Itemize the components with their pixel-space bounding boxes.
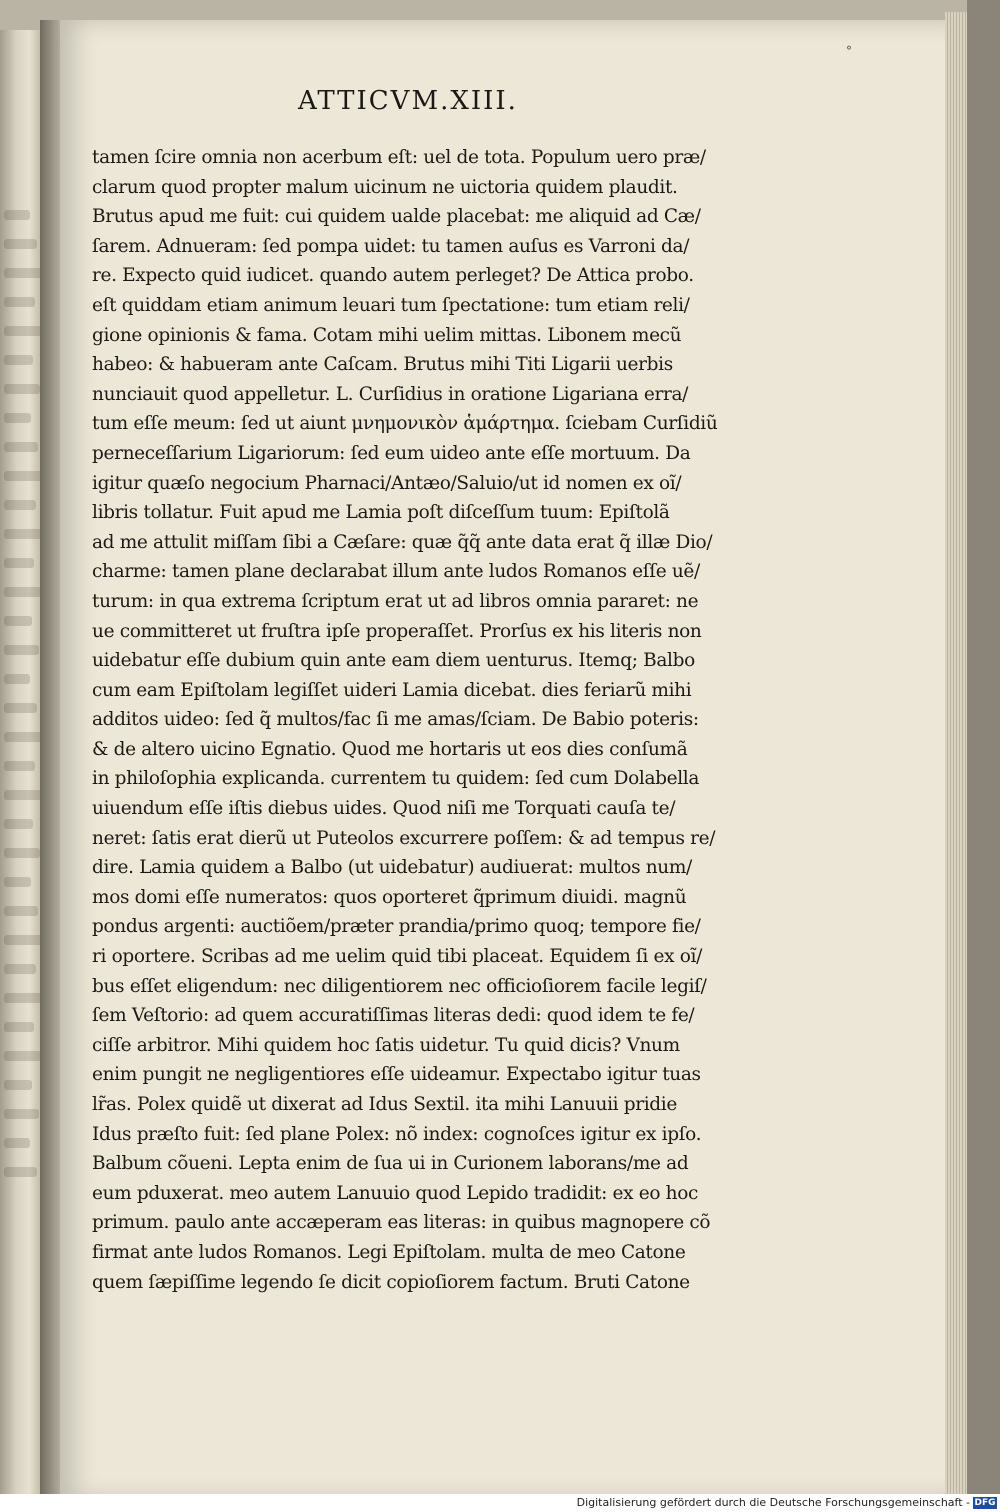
text-line: charme: tamen plane declarabat illum ante ludos Romanos eſſe uẽ/ — [92, 561, 700, 583]
ghost-text-line — [4, 297, 35, 307]
text-line: uiuendum eſſe iſtis diebus uides. Quod niſi me Torquati cauſa te/ — [92, 798, 676, 820]
text-line: eum pduxerat. meo autem Lanuuio quod Lepido tradidit: ex eo hoc — [92, 1182, 699, 1204]
text-line: ue committeret ut fruſtra ipſe properaſſet. Prorſus ex his literis non — [92, 620, 702, 642]
ghost-text-line — [4, 355, 33, 365]
text-line: neret: ſatis erat dierũ ut Puteolos excurrere poſſem: & ad tempus re/ — [92, 827, 716, 849]
text-line: Brutus apud me fuit: cui quidem ualde placebat: me aliquid ad Cæ/ — [92, 206, 701, 228]
text-line: enim pungit ne negligentiores eſſe uideamur. Expectabo igitur tuas — [92, 1064, 701, 1086]
ghost-text-line — [4, 1051, 41, 1061]
text-line: firmat ante ludos Romanos. Legi Epiſtolam. multa de meo Catone — [92, 1241, 686, 1263]
text-line: primum. paulo ante accæperam eas literas: in quibus magnopere cõ — [92, 1212, 711, 1234]
ghost-text-line — [4, 1022, 34, 1032]
ghost-text-line — [4, 239, 37, 249]
text-line: dire. Lamia quidem a Balbo (ut uidebatur) audiuerat: multos num/ — [92, 857, 692, 879]
text-line: ad me attulit miſſam ſibi a Cæſare: quæ q̃q̃ ante data erat q̃ illæ Dio/ — [92, 531, 713, 553]
ghost-text-line — [4, 906, 38, 916]
text-line: Balbum cõueni. Lepta enim de ſua ui in Curionem laborans/me ad — [92, 1153, 689, 1175]
ghost-text-line — [4, 1167, 37, 1177]
text-line: bus eſſet eligendum: nec diligentiorem nec officioſiorem facile legiſ/ — [92, 975, 707, 997]
text-line: igitur quæſo negocium Pharnaci/Antæo/Saluio/ut id nomen ex oĩ/ — [92, 472, 682, 494]
ghost-text-line — [4, 790, 42, 800]
text-line: mos domi eſſe numeratos: quos oporteret q̃primum diuidi. magnũ — [92, 886, 687, 908]
text-line: nunciauit quod appelletur. L. Curſidius in oratione Ligariana erra/ — [92, 383, 689, 405]
text-line: lr̃as. Polex quidẽ ut dixerat ad Idus Sextil. ita mihi Lanuuii pridie — [92, 1094, 677, 1115]
text-line: & de altero uicino Egnatio. Quod me hortaris ut eos dies conſumã — [92, 738, 688, 760]
dfg-logo: DFG — [974, 1498, 996, 1508]
ghost-text-line — [4, 935, 42, 945]
text-line: ſem Veſtorio: ad quem accuratiſſimas literas dedi: quod idem te fe/ — [92, 1005, 695, 1027]
footer-bar — [0, 1494, 1000, 1512]
ghost-text-line — [4, 471, 42, 481]
ghost-text-line — [4, 732, 42, 742]
page-title: ATTICVM.XIII. — [298, 86, 518, 116]
ghost-text-line — [4, 848, 40, 858]
ghost-text-line — [4, 442, 38, 452]
ghost-text-line — [4, 703, 37, 713]
ghost-text-line — [4, 413, 31, 423]
scan-background-right — [967, 0, 1000, 1512]
ghost-text-line — [4, 877, 31, 887]
text-line: re. Expecto quid iudicet. quando autem perleget? De Attica probo. — [92, 265, 694, 287]
text-line: cum eam Epiſtolam legiſſet uideri Lamia dicebat. dies feriarũ mihi — [92, 679, 692, 701]
text-line: ciſſe arbitror. Mihi quidem hoc ſatis uidetur. Tu quid dicis? Vnum — [92, 1034, 680, 1056]
text-line: eſt quiddam etiam animum leuari tum ſpectatione: tum etiam reli/ — [92, 294, 690, 316]
ghost-text-line — [4, 210, 30, 220]
ghost-text-line — [4, 1109, 39, 1119]
ghost-text-line — [4, 500, 36, 510]
text-line: gione opinionis & fama. Cotam mihi uelim mittas. Libonem mecũ — [92, 324, 682, 346]
ghost-text-line — [4, 964, 36, 974]
ghost-text-line — [4, 993, 42, 1003]
ghost-text-line — [4, 645, 39, 655]
ghost-text-line — [4, 326, 42, 336]
ghost-text-line — [4, 616, 32, 626]
left-page-edge — [0, 30, 42, 1500]
text-block — [92, 143, 852, 1297]
text-line: ſarem. Adnueram: ſed pompa uidet: tu tamen auſus es Varroni da/ — [92, 235, 690, 257]
ghost-text-line — [4, 587, 41, 597]
ghost-text-line — [4, 1080, 32, 1090]
text-line: in philoſophia explicanda. currentem tu quidem: ſed cum Dolabella — [92, 768, 700, 790]
footer-credit: Digitalisierung gefördert durch die Deutsche Forschungsgemeinschaft - — [576, 1496, 970, 1509]
text-line: additos uideo: ſed q̃ multos/fac ſi me amas/ſciam. De Babio poteris: — [92, 709, 699, 731]
text-line: pondus argenti: auctiõem/præter prandia/primo quoq; tempore fie/ — [92, 916, 701, 938]
ghost-text-line — [4, 529, 42, 539]
page-fore-edge — [945, 12, 967, 1502]
text-line: quem ſæpiſſime legendo ſe dicit copioſiorem factum. Bruti Catone — [92, 1271, 690, 1293]
text-line: clarum quod propter malum uicinum ne uictoria quidem plaudit. — [92, 176, 678, 198]
text-line: Idus præſto fuit: ſed plane Polex: nõ index: cognoſces igitur ex ipſo. — [92, 1123, 702, 1145]
ghost-text-line — [4, 1138, 30, 1148]
ghost-text-line — [4, 819, 33, 829]
text-line: perneceſſarium Ligariorum: ſed eum uideo ante eſſe mortuum. Da — [92, 442, 691, 464]
text-line: turum: in qua extrema ſcriptum erat ut ad libros omnia pararet: ne — [92, 590, 699, 612]
ghost-text-line — [4, 558, 34, 568]
text-line: libris tollatur. Fuit apud me Lamia poſt diſceſſum tuum: Epiſtolã — [92, 502, 670, 524]
text-line: tum eſſe meum: ſed ut aiunt μνημονικὸν ἁμάρτημα. ſciebam Curſidiũ — [92, 413, 718, 435]
text-line: tamen ſcire omnia non acerbum eſt: uel de tota. Populum uero præ/ — [92, 147, 706, 168]
ghost-text-line — [4, 384, 40, 394]
text-line: ri oportere. Scribas ad me uelim quid tibi placeat. Equidem ſi ex oĩ/ — [92, 946, 702, 968]
ghost-text-line — [4, 761, 35, 771]
ghost-text-line — [4, 268, 42, 278]
text-line: habeo: & habueram ante Caſcam. Brutus mihi Titi Ligarii uerbis — [92, 354, 673, 376]
text-line: uidebatur eſſe dubium quin ante eam diem uenturus. Itemq; Balbo — [92, 650, 695, 672]
ghost-text-line — [4, 674, 30, 684]
folio-mark: ° — [846, 44, 852, 58]
